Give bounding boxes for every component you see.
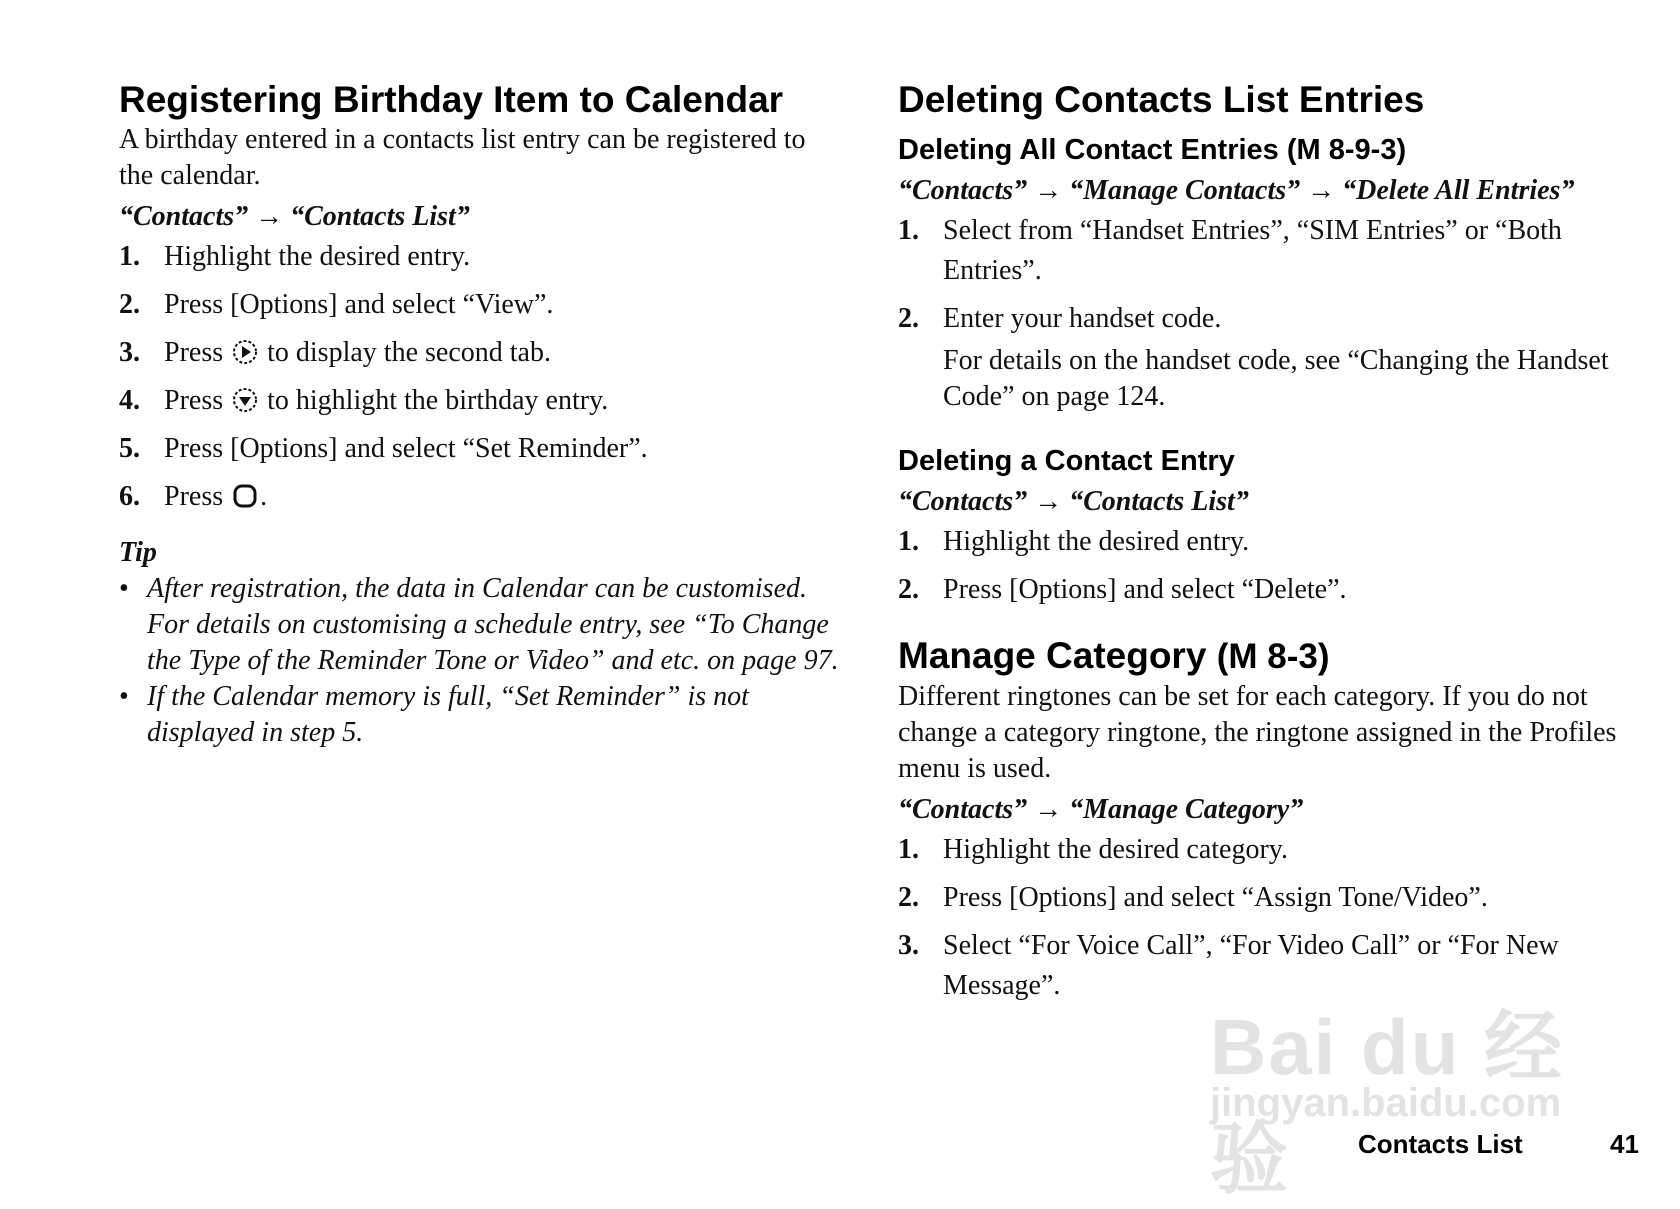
list-item: 6. Press . (119, 481, 268, 512)
delete-entry-menu-path: “Contacts” → “Contacts List” (898, 486, 1249, 517)
delete-entry-steps (898, 522, 1618, 610)
birthday-intro: A birthday entered in a contacts list entry can be registered to the calendar. (119, 124, 806, 191)
manage-category-menu-path: “Contacts” → “Manage Category” (898, 794, 1304, 825)
right-nav-key-icon (232, 339, 258, 365)
tip-list (119, 571, 839, 751)
list-item: 2. Press [Options] and select “View”. (119, 289, 554, 320)
birthday-menu-path: “Contacts” → “Contacts List” (119, 201, 470, 232)
watermark-url: jingyan.baidu.com (1210, 1081, 1562, 1125)
footer-section-title: Contacts List (1358, 1129, 1523, 1159)
delete-all-menu-path: “Contacts” → “Manage Contacts” → “Delete All Entries” (898, 175, 1575, 206)
subsection-title-delete-entry: Deleting a Contact Entry (898, 445, 1235, 477)
menu-code: (M 8-9-3) (1286, 134, 1407, 166)
tip-heading: Tip (119, 537, 157, 568)
list-item: 3. Press to display the second tab. (119, 337, 551, 368)
list-item: 2. Press [Options] and select “Assign Tone/Video”. (898, 882, 1488, 913)
section-title-birthday: Registering Birthday Item to Calendar (119, 79, 784, 120)
list-item: 1. Highlight the desired category. (898, 834, 1288, 865)
list-item: 1. Highlight the desired entry. (119, 241, 471, 272)
menu-code: (M 8-3) (1216, 637, 1330, 676)
list-item: • After registration, the data in Calendar can be customised. For details on customising a schedule entry, see “To Change the Type of the Reminder Tone or Video” and etc. on page 97. (119, 573, 839, 676)
section-title-deleting: Deleting Contacts List Entries (898, 79, 1425, 120)
page-number: 41 (1610, 1129, 1639, 1159)
end-key-icon (232, 483, 258, 509)
list-item: 2. Enter your handset code. (898, 303, 1222, 334)
list-item: 4. Press to highlight the birthday entry. (119, 385, 609, 416)
watermark-logo: Bai du 经验 (1210, 1003, 1565, 1203)
list-item: 1. Highlight the desired entry. (898, 526, 1250, 557)
handset-code-note: For details on the handset code, see “Changing the Handset Code” on page 124. (943, 345, 1609, 412)
list-item: • If the Calendar memory is full, “Set Reminder” is not displayed in step 5. (119, 681, 749, 748)
list-item: 3. Select “For Voice Call”, “For Video Call” or “For New Message”. (898, 930, 1559, 1001)
manage-category-intro: Different ringtones can be set for each category. If you do not change a category ringtone, the ringtone assigned in the Profiles menu is used. (898, 681, 1617, 784)
subsection-title-delete-all: Deleting All Contact Entries (M 8-9-3) (898, 134, 1407, 166)
left-column (119, 78, 839, 751)
right-column (898, 78, 1618, 1014)
list-item: 5. Press [Options] and select “Set Reminder”. (119, 433, 648, 464)
down-nav-key-icon (232, 387, 258, 413)
list-item: 2. Press [Options] and select “Delete”. (898, 574, 1347, 605)
manage-category-steps (898, 830, 1618, 1006)
section-title-manage-category: Manage Category (M 8-3) (898, 635, 1330, 676)
birthday-steps (119, 237, 839, 517)
list-item: 1. Select from “Handset Entries”, “SIM Entries” or “Both Entries”. (898, 215, 1562, 286)
delete-all-steps (898, 211, 1618, 339)
